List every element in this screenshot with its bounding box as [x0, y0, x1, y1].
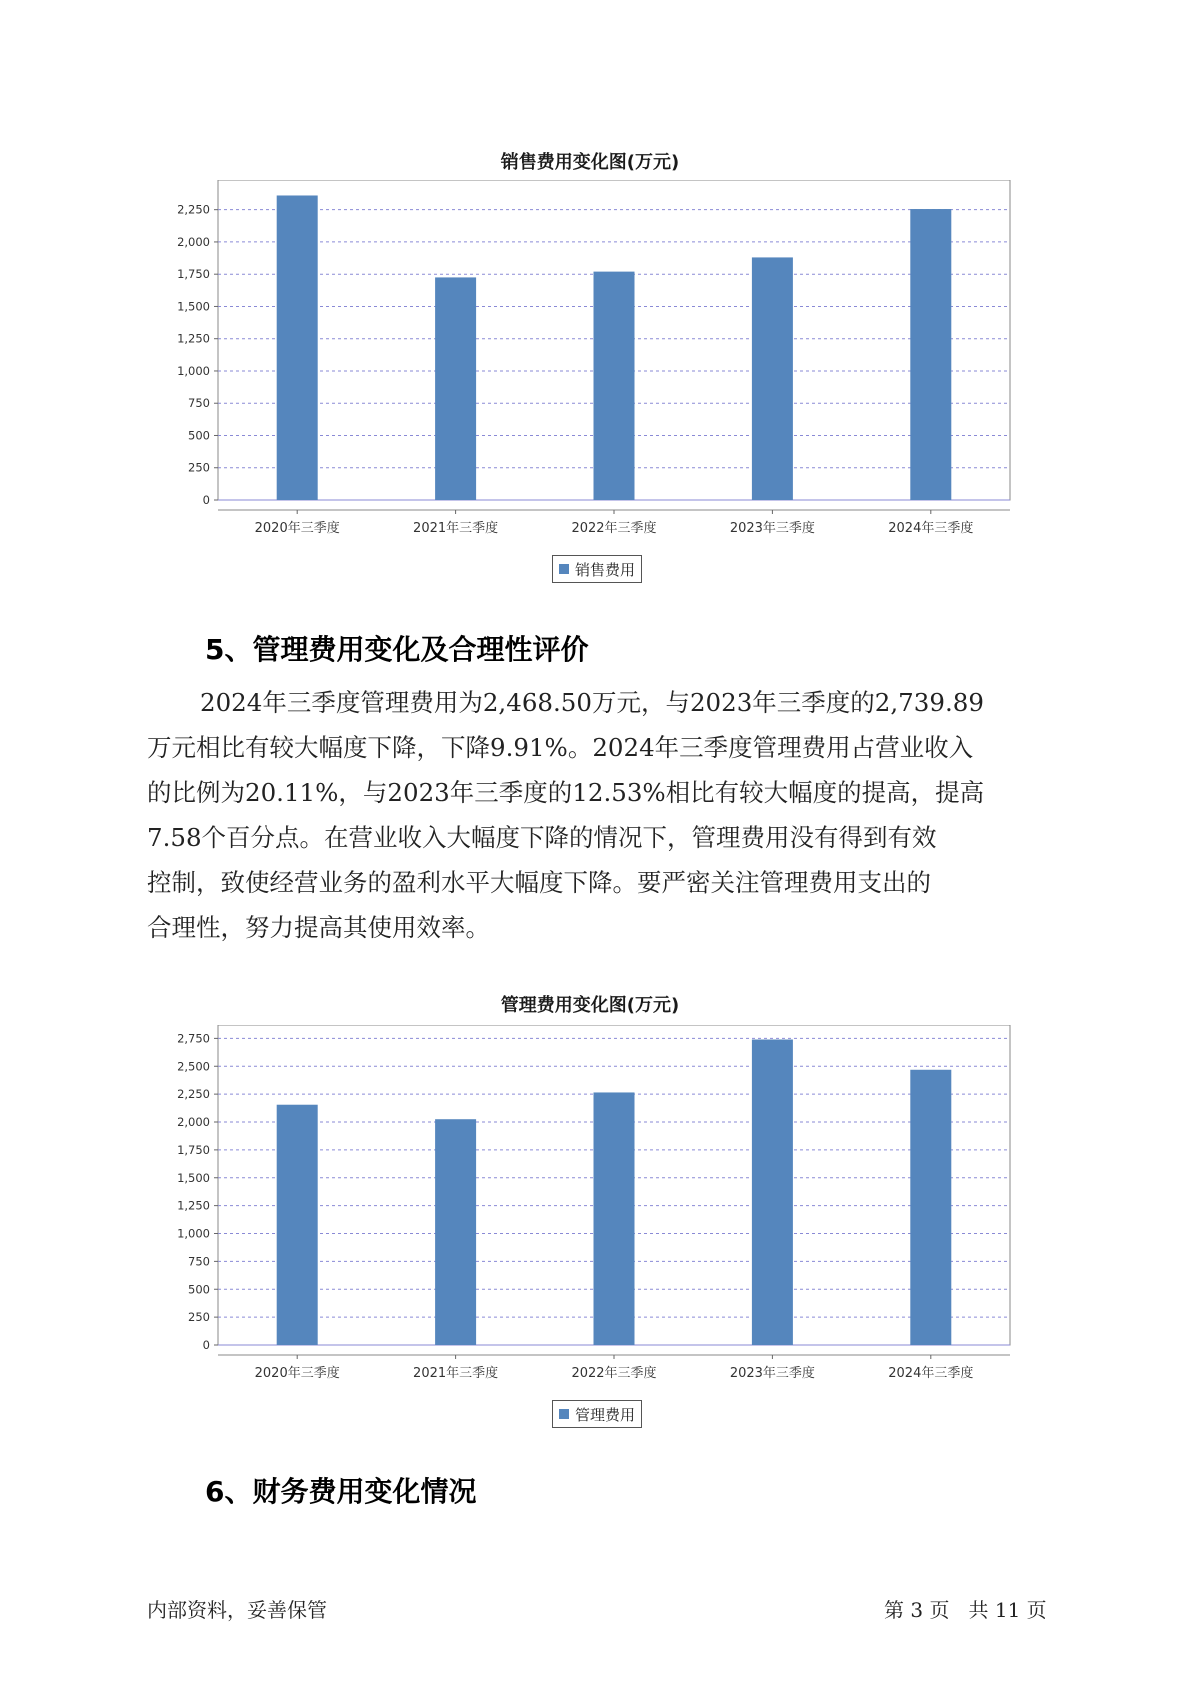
y-tick-label: 1,750 — [177, 267, 210, 282]
y-tick-label: 2,250 — [177, 202, 210, 217]
x-tick-label: 2023年三季度 — [729, 1366, 815, 1381]
y-tick-label: 2,000 — [177, 234, 210, 249]
bar — [594, 1092, 635, 1345]
sales-chart-title: 销售费用变化图(万元) — [500, 152, 680, 173]
y-tick-label: 1,250 — [177, 1198, 210, 1213]
paragraph-line: 万元相比有较大幅度下降，下降9.91%。2024年三季度管理费用占营业收入 — [147, 733, 974, 762]
admin-chart-plot — [140, 1025, 1040, 1405]
paragraph-line: 7.58个百分点。在营业收入大幅度下降的情况下，管理费用没有得到有效 — [147, 823, 937, 852]
footer-confidential-note: 内部资料，妥善保管 — [147, 1598, 327, 1622]
bar — [277, 195, 318, 500]
legend-swatch — [559, 1409, 569, 1419]
bar — [435, 1119, 476, 1345]
sales-chart-plot — [140, 180, 1040, 560]
y-tick-label: 1,000 — [177, 1226, 210, 1241]
section-5-paragraph — [147, 680, 1047, 950]
y-tick-label: 2,000 — [177, 1115, 210, 1130]
sales-legend-label: 销售费用 — [575, 560, 636, 579]
x-tick-label: 2020年三季度 — [254, 521, 340, 536]
paragraph-line: 控制，致使经营业务的盈利水平大幅度下降。要严密关注管理费用支出的 — [147, 868, 931, 897]
admin-chart-title: 管理费用变化图(万元) — [500, 995, 680, 1016]
y-tick-label: 1,500 — [177, 299, 210, 314]
x-tick-label: 2020年三季度 — [254, 1366, 340, 1381]
x-tick-label: 2021年三季度 — [413, 521, 499, 536]
admin-chart-legend — [552, 1400, 642, 1428]
y-tick-label: 0 — [202, 493, 210, 507]
y-tick-label: 1,000 — [177, 363, 210, 378]
y-tick-label: 750 — [188, 1254, 210, 1269]
bar — [594, 272, 635, 500]
bar — [752, 1040, 793, 1345]
y-tick-label: 2,750 — [177, 1031, 210, 1046]
paragraph-line: 的比例为20.11%，与2023年三季度的12.53%相比有较大幅度的提高，提高 — [147, 778, 985, 807]
y-tick-label: 250 — [188, 460, 210, 475]
bar — [435, 277, 476, 500]
x-tick-label: 2022年三季度 — [571, 1366, 657, 1381]
paragraph-line: 2024年三季度管理费用为2,468.50万元，与2023年三季度的2,739.89 — [200, 688, 984, 717]
x-tick-label: 2023年三季度 — [729, 521, 815, 536]
admin-legend-label: 管理费用 — [575, 1405, 636, 1424]
footer-page-number: 第 3 页 共 11 页 — [884, 1598, 1047, 1622]
y-tick-label: 1,500 — [177, 1170, 210, 1185]
legend-swatch — [559, 564, 569, 574]
y-tick-label: 1,250 — [177, 331, 210, 346]
bar — [277, 1105, 318, 1345]
y-tick-label: 1,750 — [177, 1142, 210, 1157]
y-tick-label: 2,500 — [177, 1059, 210, 1074]
y-tick-label: 750 — [188, 396, 210, 411]
y-tick-label: 2,250 — [177, 1087, 210, 1102]
x-tick-label: 2024年三季度 — [888, 521, 974, 536]
sales-expense-chart — [140, 140, 1040, 579]
section-5-heading: 5、管理费用变化及合理性评价 — [205, 633, 589, 666]
y-tick-label: 500 — [188, 1282, 210, 1297]
bar — [910, 1070, 951, 1345]
bar — [752, 257, 793, 500]
x-tick-label: 2024年三季度 — [888, 1366, 974, 1381]
bar — [910, 209, 951, 500]
y-tick-label: 500 — [188, 428, 210, 443]
x-tick-label: 2022年三季度 — [571, 521, 657, 536]
y-tick-label: 250 — [188, 1310, 210, 1325]
y-tick-label: 0 — [202, 1338, 210, 1352]
admin-expense-chart — [140, 985, 1040, 1425]
sales-chart-legend — [552, 555, 642, 583]
paragraph-line: 合理性，努力提高其使用效率。 — [147, 913, 490, 942]
x-tick-label: 2021年三季度 — [413, 1366, 499, 1381]
section-6-heading: 6、财务费用变化情况 — [205, 1475, 477, 1508]
